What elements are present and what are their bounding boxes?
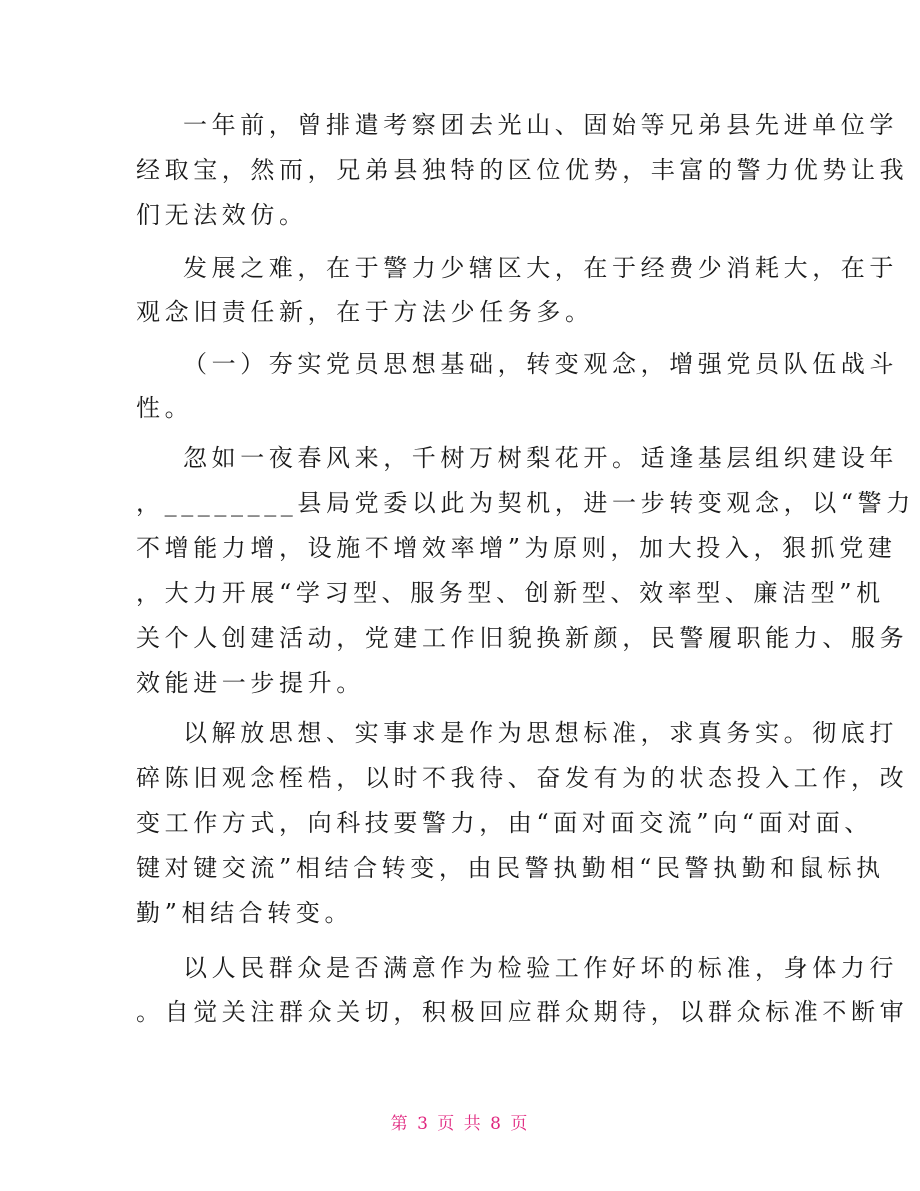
body-line: 不增能力增，设施不增效率增”为原则，加大投入，狠抓党建 bbox=[136, 534, 897, 562]
section-heading: （一）夯实党员思想基础，转变观念，增强党员队伍战斗 bbox=[183, 350, 898, 378]
section-heading: 性。 bbox=[136, 394, 194, 422]
body-line: 发展之难，在于警力少辖区大，在于经费少消耗大，在于 bbox=[183, 254, 898, 282]
page-number-footer bbox=[0, 1113, 920, 1135]
body-line: 关个人创建活动，党建工作旧貌换新颜，民警履职能力、服务 bbox=[136, 624, 909, 652]
body-line: ，________县局党委以此为契机，进一步转变观念，以“警力 bbox=[136, 489, 915, 517]
body-line: 。自觉关注群众关切，积极回应群众期待，以群众标准不断审 bbox=[136, 998, 909, 1026]
body-line: 变工作方式，向科技要警力，由“面对面交流”向“面对面、 bbox=[136, 809, 874, 837]
body-line: ，大力开展“学习型、服务型、创新型、效率型、廉洁型”机 bbox=[136, 579, 885, 607]
body-line: 以解放思想、实事求是作为思想标准，求真务实。彻底打 bbox=[183, 719, 898, 747]
body-line: 键对键交流”相结合转变，由民警执勤相“民警执勤和鼠标执 bbox=[136, 854, 885, 882]
body-line: 碎陈旧观念桎梏，以时不我待、奋发有为的状态投入工作，改 bbox=[136, 764, 909, 792]
body-line: 观念旧责任新，在于方法少任务多。 bbox=[136, 298, 594, 326]
body-line: 忽如一夜春风来，千树万树梨花开。适逢基层组织建设年 bbox=[183, 444, 898, 472]
page-number-label: 第 3 页 共 8 页 bbox=[390, 1114, 530, 1134]
body-line: 勤”相结合转变。 bbox=[136, 899, 354, 927]
body-line: 们无法效仿。 bbox=[136, 201, 308, 229]
body-line: 经取宝，然而，兄弟县独特的区位优势，丰富的警力优势让我 bbox=[136, 156, 909, 184]
body-line: 以人民群众是否满意作为检验工作好坏的标准，身体力行 bbox=[183, 954, 898, 982]
body-line: 一年前，曾排遣考察团去光山、固始等兄弟县先进单位学 bbox=[183, 111, 898, 139]
body-line: 效能进一步提升。 bbox=[136, 669, 365, 697]
